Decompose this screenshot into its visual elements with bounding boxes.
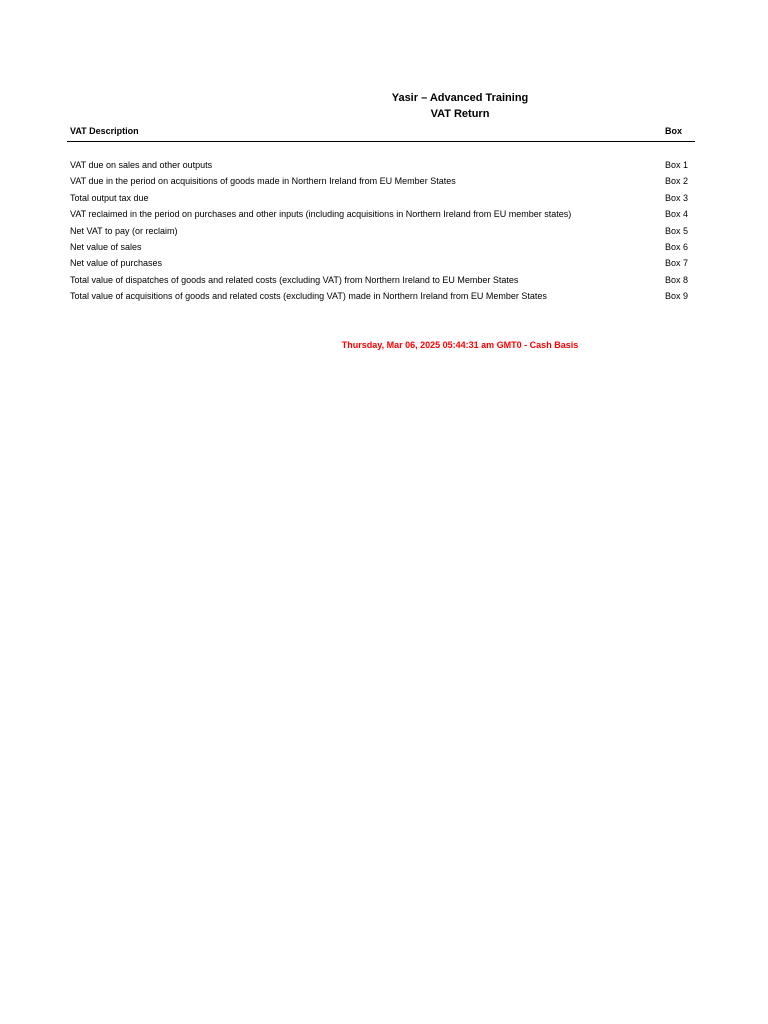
report-title: VAT Return (430, 108, 490, 120)
row-description: VAT due on sales and other outputs (70, 160, 213, 170)
company-name: Yasir – Advanced Training (391, 92, 529, 104)
row-box-number: Box 3 (665, 192, 689, 203)
table-row (67, 255, 695, 271)
row-box-number: Box 5 (665, 225, 689, 236)
table-row (67, 157, 695, 173)
table-header (67, 125, 695, 142)
row-description: Net value of sales (70, 241, 142, 252)
table-row (67, 272, 695, 288)
row-description: Total value of dispatches of goods and related costs (excluding VAT) from Northern Ireland to EU Member States (70, 274, 519, 285)
table-row (67, 288, 695, 304)
table-row (67, 190, 695, 206)
table-row (67, 239, 695, 255)
table-row (67, 223, 695, 239)
row-description: Net value of purchases (70, 258, 163, 269)
row-box-number: Box 4 (665, 209, 689, 220)
vat-table-body (67, 157, 695, 305)
row-box-number: Box 1 (665, 160, 689, 170)
row-box-number: Box 9 (665, 291, 689, 302)
row-box-number: Box 6 (665, 241, 689, 252)
column-header-box: Box (665, 126, 683, 136)
row-description: Net VAT to pay (or reclaim) (70, 225, 178, 236)
row-description: VAT reclaimed in the period on purchases and other inputs (including acquisitions in Northern Ireland from EU member states) (70, 209, 572, 220)
row-box-number: Box 7 (665, 258, 689, 269)
row-description: VAT due in the period on acquisitions of goods made in Northern Ireland from EU Member States (70, 176, 456, 187)
table-row (67, 173, 695, 189)
row-box-number: Box 2 (665, 176, 689, 187)
row-description: Total output tax due (70, 192, 149, 203)
row-box-number: Box 8 (665, 274, 689, 285)
report-timestamp: Thursday, Mar 06, 2025 05:44:31 am GMT0 - Cash Basis (341, 340, 579, 350)
column-header-description: VAT Description (70, 126, 139, 136)
row-description: Total value of acquisitions of goods and related costs (excluding VAT) made in Northern Ireland from EU Member States (70, 291, 547, 302)
report-header (260, 90, 660, 122)
table-row (67, 206, 695, 222)
